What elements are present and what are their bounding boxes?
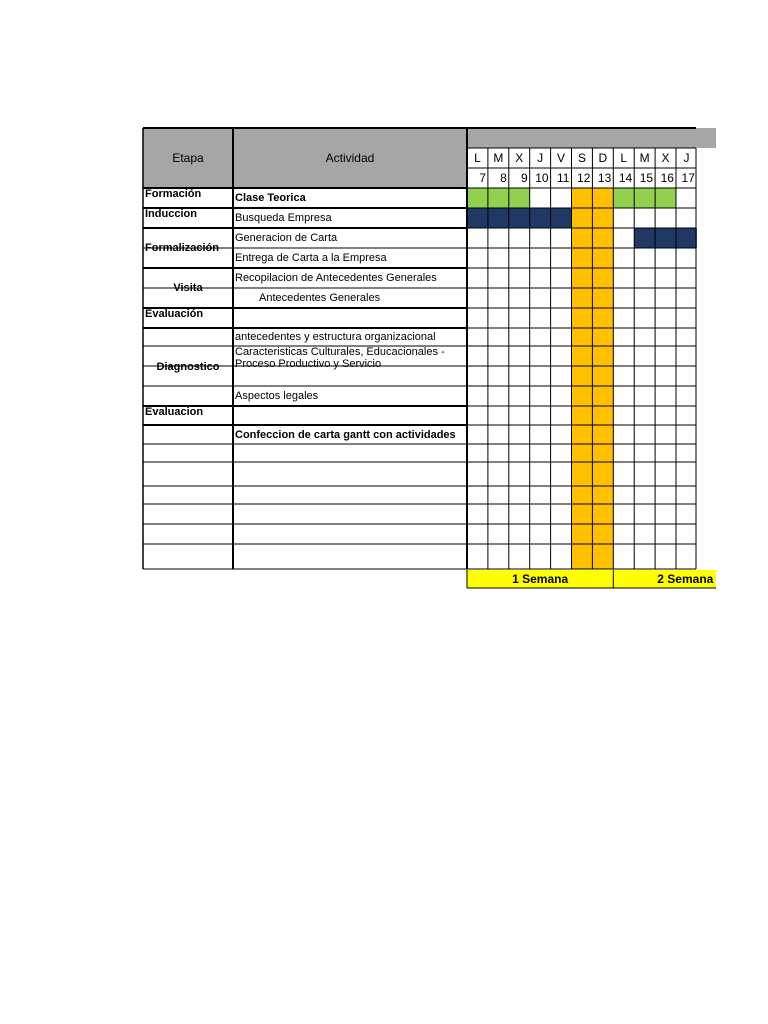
etapa-header: Etapa <box>143 128 233 188</box>
task-bar-green <box>613 188 676 208</box>
day-number: 9 <box>521 171 528 185</box>
actividad-cell: Recopilacion de Antecedentes Generales <box>235 272 437 284</box>
actividad-cell: Caracteristicas Culturales, Educacionales - Proceso Productivo y Servicio <box>235 346 445 370</box>
day-number: 12 <box>577 171 591 185</box>
day-letter: J <box>537 151 544 165</box>
etapa-cell: Formación <box>145 188 202 200</box>
day-letter: M <box>493 151 504 165</box>
actividad-cell: Generacion de Carta <box>235 232 338 244</box>
etapa-cell: Evaluación <box>145 308 204 320</box>
actividad-cell: Clase Teorica <box>235 192 306 204</box>
actividad-cell: antecedentes y estructura organizacional <box>235 331 436 343</box>
day-number: 14 <box>618 171 633 185</box>
day-letter: S <box>577 151 586 165</box>
day-number: 16 <box>660 171 674 185</box>
day-number: 17 <box>681 171 695 185</box>
actividad-cell: Busqueda Empresa <box>235 212 332 224</box>
task-bar-green <box>467 188 530 208</box>
week-label: 1 Semana <box>467 570 613 588</box>
weekend-column <box>572 188 593 569</box>
day-letter: D <box>598 151 608 165</box>
task-bar-navy <box>467 208 572 228</box>
etapa-cell: Visita <box>173 282 203 294</box>
day-letter: L <box>620 151 628 165</box>
etapa-cell: Induccion <box>145 208 197 220</box>
day-number: 7 <box>479 171 486 185</box>
day-letter: L <box>474 151 481 165</box>
day-number: 8 <box>500 171 507 185</box>
etapa-cell: Formalización <box>145 242 219 254</box>
day-number: 13 <box>597 171 612 185</box>
week-label: 2 Semana <box>613 570 716 588</box>
weekend-column <box>592 188 613 569</box>
day-letter: V <box>557 151 566 165</box>
etapa-cell: Evaluacion <box>145 406 204 418</box>
actividad-cell: Entrega de Carta a la Empresa <box>235 252 387 264</box>
etapa-cell: Diagnostico <box>156 361 220 373</box>
task-bar-navy <box>634 228 697 248</box>
day-number: 10 <box>535 171 549 185</box>
day-letter: X <box>515 151 524 165</box>
day-letter: M <box>639 151 650 165</box>
day-number: 11 <box>557 171 570 185</box>
actividad-cell: Antecedentes Generales <box>259 292 381 304</box>
actividad-cell: Confeccion de carta gantt con actividades <box>235 428 456 441</box>
day-letter: J <box>683 151 690 165</box>
day-number: 15 <box>639 171 654 185</box>
actividad-cell: Aspectos legales <box>235 390 319 402</box>
day-letter: X <box>661 151 670 165</box>
actividad-header: Actividad <box>233 128 467 188</box>
